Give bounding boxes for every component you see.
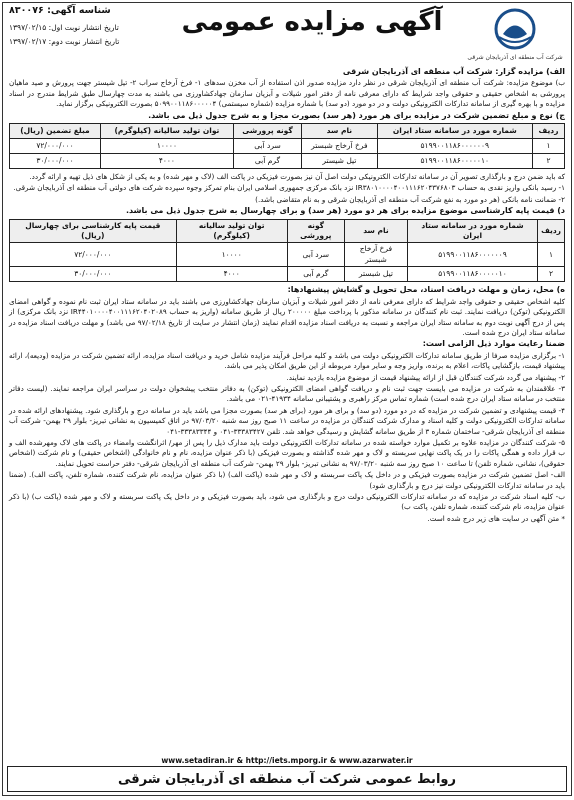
table-cell: تیل شیستر (302, 154, 377, 169)
footer-signature: روابط عمومی شرکت آب منطقه ای آذربایجان شرقی (7, 766, 567, 792)
rule-6: الف- اصل تضمین شرکت در مزایده بصورت فیزیکی و در داخل یک پاکت سربسته و لاک و مهر شده (پاکت الف) (با ذکر عنوان مزایده، نام شرکت کننده، شماره تلفن، پاکت الف). (ضمنا باید در سامانه تدارکات الکترونیکی دولت نیز درج و بارگذاری شود) (9, 470, 565, 490)
table-cell: ۱۰۰۰۰ (100, 139, 233, 154)
section-a: الف) مزایده گزار: شرکت آب منطقه ای آذربایجان شرقی (342, 67, 565, 76)
table-cell: گرم آبی (233, 154, 301, 169)
table-cell: ۱ (533, 139, 565, 154)
section-d: د) قیمت پایه کارشناسی موضوع مزایده برای هر دو مورد (هر سد) و برای چهارسال به شرح جدول ذیل می باشد. (126, 206, 565, 216)
table-cell: فرخ آرخاج شبستر (302, 139, 377, 154)
table2-header: شماره مورد در سامانه ستاد ایران (407, 219, 537, 243)
rule-5: ۵- شرکت کنندگان در مزایده علاوه بر تکمیل موارد خواسته شده در سامانه تدارکات الکترونیکی دولت باید مدارک ذیل را پس از مهر/ اثرانگشت وامضاء در پاکت های لاک ومهرشده الف و ب قرار داده و همگی پاکات را در یک پاکت نهایی سربسته و لاک و مهر شده گذاشته و بصورت فیزیکی (با ذکر عنوان مزایده، نام و نام خانوادگی (اشخاص حقیقی) و نام شرکت (اشخاص حقوقی)، نشانی، شماره تلفن) تا ساعت ۱۰ صبح روز سه شنبه ۹۷/۰۳/۲۰ به نشانی تبریز- بلوار ۲۹ بهمن- شرکت آب منطقه ای آذربایجان شرقی- دفتر حراست تحویل نمایند. (9, 437, 565, 468)
table1-header: ردیف (533, 124, 565, 139)
section-e: ه) محل، زمان و مهلت دریافت اسناد، محل تحویل و گشایش پیشنهادها: (287, 285, 565, 295)
table-cell: ۳۰/۰۰۰/۰۰۰ (10, 267, 177, 282)
table1-header: توان تولید سالیانه (کیلوگرم) (100, 124, 233, 139)
section-c-note3: ۲- ضمانت نامه بانکی (هر دو مورد به نفع شرکت آب منطقه ای آذربایجان شرقی و به نام متقاضی باشد.) (255, 194, 565, 204)
table-row (10, 243, 565, 267)
section-b: ب) موضوع مزایده: شرکت آب منطقه ای آذربایجان شرقی در نظر دارد مزایده صدور اذن استفاده از آب مخزن سدهای ۱- فرخ آرخاج سراب ۲- تیل شیستر جهت پرورش و صید ماهیان پرورشی به اشخاص حقیقی و حقوقی واجد شرایط که دارای معرفی نامه از دفتر امور شیلات و آبزیان سازمان جهادکشاورزی می باشند به مدت چهارسال طبق شرایط مندرج در اسناد مزایده و با بهره گیری از سامانه تدارکات الکترونیکی دولت و در دو مورد (دو سد) با شماره مزایده (شماره سیستمی) ۵۰۹۹۰۰۱۱۸۶۰۰۰۰۰۴ بصورت الکترونیکی برگزار نماید. (9, 78, 566, 109)
table-cell: ۵۱۹۹۰۰۱۱۸۶۰۰۰۰۰۱۰ (377, 154, 532, 169)
table-cell: ۵۱۹۹۰۰۱۱۸۶۰۰۰۰۰۰۹ (407, 243, 537, 267)
page-title: آگهی مزایده عمومی (181, 7, 443, 37)
table-cell: ۳۰/۰۰۰/۰۰۰ (10, 154, 101, 169)
table2-header: نام سد (344, 219, 407, 243)
date-second: تاریخ انتشار نوبت دوم: ۱۳۹۷/۰۲/۱۷ (9, 37, 120, 46)
table-cell: ۱۰۰۰۰ (176, 243, 287, 267)
advertisement-page (2, 2, 572, 796)
rule-4: ۴- قیمت پیشنهادی و تضمین شرکت در مزایده که در دو مورد (دو سد) و برای هر مورد (برای هر سد) بصورت مجزا می باشد باید در سامانه درج و بارگذاری شود. پیشنهادهای ارائه شده در سامانه تدارکات الکترونیکی دولت و کلیه اسناد و مدارک شرکت کنندگان در مزایده در ساعت ۱۱ صبح روز سه شنبه ۹۷/۰۳/۲۰ در اتاق کمیسیون به نشانی تبریز- بلوار ۲۹ بهمن- شرکت آب منطقه ای آذربایجان شرقی- ساختمان شماره ۳ از طریق سامانه گشایش و رسیدگی خواهد شد. تلفن ۳۳۳۸۳۴۲۷-۰۴۱ و ۳۳۳۸۳۳۴۴-۰۴۱ (9, 405, 566, 436)
guarantee-table (9, 123, 565, 169)
section-e-text: کلیه اشخاص حقیقی و حقوقی واجد شرایط که دارای معرفی نامه از دفتر امور شیلات و آبزیان سازمان جهادکشاورزی می باشند باید در سامانه ستاد ایران ثبت نام نموده و گواهی امضای الکترونیکی (توکن) دریافت نمایند. ثبت نام کنندگان در سامانه مذکور با پرداخت مبلغ ۲۰۰۰۰۰ ریال از طریق سامانه (واریز به حساب IR۴۴۰۱۰۰۰۰۴۰۰۱۱۱۶۲۰۴۰۲۰۸۹ نزد بانک مرکزی) از پس از درج آگهی نوبت دوم به سامانه ستاد ایران مراجعه و نسبت به دریافت اسناد مزایده اقدام نمایند (زمان انتشار در سایت از تاریخ ۹۷/۰۲/۱۸ می باشد) و مهلت دریافت اسناد مزایده در سامانه ستاد ایران درج شده است. (9, 296, 566, 337)
table2-header: ردیف (538, 219, 565, 243)
table-cell: سرد آبی (233, 139, 301, 154)
company-logo (465, 7, 565, 61)
rule-1: ۱- برگزاری مزایده صرفا از طریق سامانه تدارکات الکترونیکی دولت می باشد و کلیه مراحل فرآیند مزایده شامل خرید و دریافت اسناد مزایده، ارائه تضمین شرکت در مزایده (ودیعه)، ارائه پیشنهاد قیمت، بازگشایی پاکات، اعلام به برنده، واریز وجه و سایر موارد مربوطه از این طریق امکان پذیر می باشد. (9, 350, 565, 371)
rule-2: ۲- پیشنهاد می گردد شرکت کنندگان قبل از ارائه پیشنهاد قیمت از موضوع مزایده بازدید نمایند. (286, 372, 565, 382)
rule-8: * متن آگهی در سایت های زیر درج شده است. (427, 513, 565, 523)
water-drop-icon (465, 7, 565, 51)
table-cell: تیل شبستر (344, 267, 407, 282)
table-row (10, 154, 565, 169)
section-f: ضمنا رعایت موارد ذیل الزامی است: (422, 339, 565, 349)
section-c-note1: که باید ضمن درج و بارگذاری تصویر آن در سامانه تدارکات الکترونیکی دولت اصل آن نیز بصورت فیزیکی در پاکت الف (لاک و مهر شده) و به یکی از شکل های ذیل تهیه و ارائه گردد. (29, 172, 565, 182)
header (3, 3, 571, 67)
date-first: تاریخ انتشار نوبت اول: ۱۳۹۷/۰۲/۱۵ (9, 23, 119, 32)
table-row (10, 267, 565, 282)
table-cell: ۲ (538, 267, 565, 282)
table1-header: نام سد (302, 124, 377, 139)
table2-header: قیمت پایه کارشناسی برای چهارسال (ریال) (10, 219, 177, 243)
rule-3: ۳- علاقمندان به شرکت در مزایده می بایست جهت ثبت نام و دریافت گواهی امضای الکترونیکی (توکن) به دفاتر منتخب پیشخوان دولت در سراسر ایران مراجعه نمایند. (لیست دفاتر منتخب در سامانه ستاد ایران درج شده است) شماره تماس مرکز راهبری و پشتیبانی سامانه ۴۱۹۳۴-۰۲۱ می باشد. (9, 383, 565, 404)
table-cell: ۵۱۹۹۰۰۱۱۸۶۰۰۰۰۰۰۹ (377, 139, 532, 154)
base-price-table (9, 219, 565, 283)
table-row (10, 139, 565, 154)
table1-header: مبلغ تضمین (ریال) (10, 124, 101, 139)
table-cell: ۷۲/۰۰۰/۰۰۰ (10, 139, 101, 154)
ad-body (3, 67, 571, 524)
table-cell: ۵۱۹۹۰۰۱۱۸۶۰۰۰۰۰۱۰ (407, 267, 537, 282)
table-cell: ۷۲/۰۰۰/۰۰۰ (10, 243, 177, 267)
section-c: ج) نوع و مبلغ تضمین شرکت در مزایده برای هر مورد (هر سد) بصورت مجزا و به شرح جدول ذیل می باشد. (148, 110, 565, 120)
table-cell: گرم آبی (287, 267, 344, 282)
website-links[interactable]: www.setadiran.ir & http://iets.mporg.ir & www.azarwater.ir (161, 756, 413, 765)
table-cell: سرد آبی (287, 243, 344, 267)
table2-header: گونه پرورشی (287, 219, 344, 243)
table2-header: توان تولید سالیانه (کیلوگرم) (176, 219, 287, 243)
table-cell: فرخ آرخاج شبستر (344, 243, 407, 267)
table-cell: ۱ (538, 243, 565, 267)
table-cell: ۴۰۰۰ (176, 267, 287, 282)
table1-header: شماره مورد در سامانه ستاد ایران (377, 124, 532, 139)
table1-header: گونه پرورشی (233, 124, 301, 139)
section-c-note2: ۱- رسید بانکی واریز نقدی به حساب IR۳۸۰۱۰۰۰۰۴۰۰۱۱۱۶۲۰۴۳۷۶۸۰۳ نزد بانک مرکزی جمهوری اسلامی ایران بنام تمرکز وجوه سپرده شرکت های دولتی آب منطقه ای آذربایجان شرقی. (13, 183, 565, 193)
logo-text: شرکت آب منطقه ای آذربایجان شرقی (467, 54, 563, 61)
rule-7: ب- کلیه اسناد شرکت در مزایده که در سامانه تدارکات الکترونیکی دولت درج و بارگذاری می شود، باید بصورت فیزیکی و در داخل یک پاکت سربسته و لاک و مهر شده (پاکت ب) (با ذکر عنوان مزایده، نام شرکت کننده، شماره تلفن، پاکت ب) (9, 492, 565, 512)
ad-number: شناسه آگهی: ۸۳۰۰۷۶ (9, 5, 111, 16)
table-cell: ۴۰۰۰ (100, 154, 233, 169)
table-cell: ۲ (533, 154, 565, 169)
